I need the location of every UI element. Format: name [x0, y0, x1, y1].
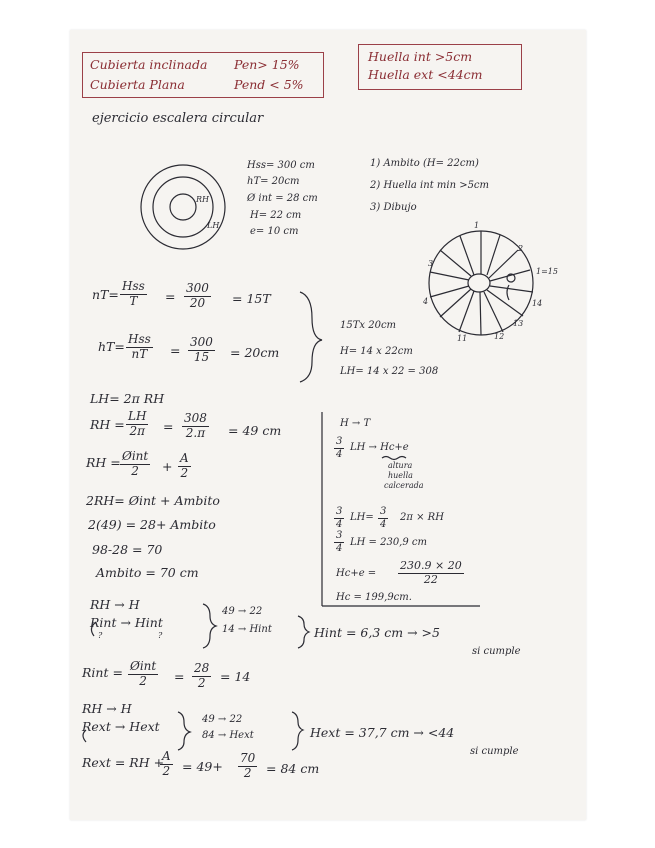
nt-fraction-2: $\frac{300}{20}$ — [186, 281, 209, 310]
hext-prop-2: 84 → Hext — [202, 730, 254, 741]
three-quarters-4: $\frac{3}{4}$ — [336, 530, 343, 554]
hint-result: Hint = 6,3 cm → >5 — [314, 625, 440, 640]
stair-number-3: 3 — [428, 259, 434, 268]
note-huella: huella — [388, 471, 413, 480]
hce-fraction: $\frac{230.9 \times 20}{22}$ — [400, 559, 462, 586]
rh-lhs: RH = — [90, 417, 125, 432]
stair-number-1: 1 — [474, 221, 480, 230]
rh-result: = 49 cm — [228, 423, 282, 438]
hext-prop-1: 49 → 22 — [202, 714, 243, 725]
ambito-line-4: Ambito = 70 cm — [96, 565, 199, 580]
hce-lhs: Hc+e = — [336, 568, 377, 579]
ht-eq: = — [170, 343, 181, 358]
page-title: ejercicio escalera circular — [92, 111, 264, 126]
rext-result: = 84 cm — [266, 761, 320, 776]
rext-fraction-2: $\frac{70}{2}$ — [240, 751, 256, 780]
lh-eq-rest: 2π × RH — [400, 512, 444, 523]
ht-lhs: hT= — [98, 339, 125, 354]
ht-fraction-2: $\frac{300}{15}$ — [190, 335, 213, 364]
data-h: H= 22 cm — [250, 210, 302, 221]
ht-result: = 20cm — [230, 345, 280, 360]
lh-eq-label: LH= — [350, 512, 374, 523]
diagram-label-lh: LH — [207, 221, 220, 230]
hint-prop-1: 49 → 22 — [222, 606, 263, 617]
note-altura: altura — [388, 461, 413, 470]
stair-number-11: 11 — [457, 334, 468, 343]
header-left-line1-label: Cubierta inclinada — [90, 57, 208, 72]
hext-result: Hext = 37,7 cm → <44 — [310, 725, 455, 740]
rint-fraction-2: $\frac{28}{2}$ — [194, 661, 210, 690]
step-1: 1) Ambito (H= 22cm) — [370, 158, 479, 169]
lh-formula: LH= 2π RH — [90, 391, 165, 406]
hext-check: si cumple — [470, 746, 519, 757]
lh-value: LH = 230,9 cm — [350, 537, 427, 548]
header-right-line1: Huella int >5cm — [368, 49, 473, 64]
middle-circle — [153, 177, 213, 237]
rh2-plus: + — [162, 459, 173, 474]
data-e: e= 10 cm — [250, 226, 299, 237]
inner-circle — [170, 194, 196, 220]
hint-rel-2: Rint → Hint — [90, 615, 163, 630]
rh-fraction-2: $\frac{308}{2.\pi}$ — [184, 411, 207, 440]
data-dint: Ø int = 28 cm — [247, 193, 318, 204]
rext-eq: = 49+ — [182, 759, 223, 774]
hc-result: Hc = 199,9cm. — [336, 592, 412, 603]
stair-number-14: 14 — [532, 299, 543, 308]
nt-result: = 15T — [232, 291, 271, 306]
rh2-fraction-1: Øint 2 — [122, 449, 149, 478]
h-to-t: H → T — [340, 418, 371, 429]
stair-number-4: 4 — [423, 297, 429, 306]
stair-number-13: 13 — [513, 319, 524, 328]
hint-question-1: ? — [98, 631, 103, 640]
nt-eq: = — [165, 289, 176, 304]
ambito-line-2: 2(49) = 28+ Ambito — [88, 517, 216, 532]
ambito-line-3: 98-28 = 70 — [92, 542, 163, 557]
diagram-label-rh: RH — [196, 195, 209, 204]
rh-eq: = — [163, 419, 174, 434]
outer-circle — [141, 165, 225, 249]
data-ht: hT= 20cm — [247, 176, 300, 187]
hint-question-2: ? — [158, 631, 163, 640]
rint-fraction-1: Øint 2 — [130, 659, 157, 688]
rh-fraction-1: $\frac{LH}{2\pi}$ — [128, 409, 147, 438]
hint-prop-2: 14 → Hint — [222, 624, 272, 635]
brace-result-1: 15Tx 20cm — [340, 320, 397, 331]
three-quarters-1: $\frac{3}{4}$ — [336, 436, 343, 460]
header-left-line2-value: Pend < 5% — [234, 77, 304, 92]
rint-result: = 14 — [220, 669, 251, 684]
hint-rel-1: RH → H — [90, 597, 140, 612]
rh2-lhs: RH = — [86, 455, 121, 470]
ht-fraction-1: Hss nT — [128, 332, 151, 361]
rh2-fraction-2: $\frac{A}{2}$ — [180, 451, 189, 480]
brace-result-2: H= 14 x 22cm — [340, 346, 413, 357]
rext-lhs: Rext = RH + — [82, 755, 165, 770]
nt-lhs: nT= — [92, 287, 119, 302]
lh-to-hce: LH → Hc+e — [350, 442, 409, 453]
step-2: 2) Huella int min >5cm — [370, 180, 490, 191]
header-left-line1-value: Pen> 15% — [234, 57, 300, 72]
hext-rel-1: RH → H — [82, 701, 132, 716]
hext-rel-2: Rext → Hext — [82, 719, 160, 734]
nt-fraction-1: Hss T — [122, 279, 145, 308]
hint-check: si cumple — [472, 646, 521, 657]
step-3: 3) Dibujo — [370, 202, 417, 213]
rext-fraction-1: $\frac{A}{2}$ — [162, 749, 171, 778]
three-quarters-3: $\frac{3}{4}$ — [380, 506, 387, 530]
stair-number-15: 1=15 — [536, 267, 558, 276]
ambito-line-1: 2RH= Øint + Ambito — [86, 493, 220, 508]
data-hss: Hss= 300 cm — [247, 160, 315, 171]
brace-result-3: LH= 14 x 22 = 308 — [340, 366, 439, 377]
rint-eq: = — [174, 669, 185, 684]
header-left-line2-label: Cubierta Plana — [90, 77, 185, 92]
header-right-line2: Huella ext <44cm — [368, 67, 483, 82]
stair-number-2: 2 — [518, 244, 524, 253]
rint-lhs: Rint = — [82, 665, 123, 680]
note-calcerada: calcerada — [384, 481, 424, 490]
stair-number-12: 12 — [494, 332, 505, 341]
three-quarters-2: $\frac{3}{4}$ — [336, 506, 343, 530]
